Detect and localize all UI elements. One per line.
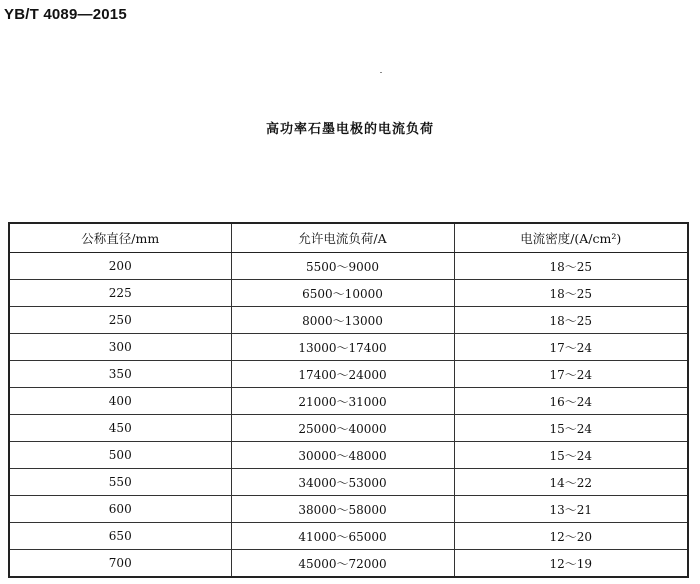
- cell-current-density: 12～19: [454, 550, 688, 578]
- cell-nominal-diameter: 300: [9, 334, 231, 361]
- cell-nominal-diameter: 200: [9, 253, 231, 280]
- cell-allowable-current: 6500～10000: [231, 280, 454, 307]
- table-row: [9, 415, 688, 442]
- table-body: [9, 253, 688, 578]
- table-row: [9, 253, 688, 280]
- table-header-row: [9, 223, 688, 253]
- cell-nominal-diameter: 350: [9, 361, 231, 388]
- table-row: [9, 307, 688, 334]
- cell-current-density: 12～20: [454, 523, 688, 550]
- table-row: [9, 523, 688, 550]
- cell-current-density: 15～24: [454, 415, 688, 442]
- table-caption: 高功率石墨电极的电流负荷: [265, 122, 434, 137]
- column-header-current-density: 电流密度/(A/cm²): [454, 223, 688, 253]
- table-row: [9, 550, 688, 578]
- cell-nominal-diameter: 450: [9, 415, 231, 442]
- current-load-table: [8, 222, 689, 578]
- cell-current-density: 18～25: [454, 280, 688, 307]
- column-header-allowable-current: 允许电流负荷/A: [231, 223, 454, 253]
- cell-nominal-diameter: 250: [9, 307, 231, 334]
- standard-code: YB/T 4089—2015: [4, 6, 127, 23]
- cell-allowable-current: 8000～13000: [231, 307, 454, 334]
- cell-current-density: 17～24: [454, 361, 688, 388]
- table-row: [9, 442, 688, 469]
- cell-nominal-diameter: 225: [9, 280, 231, 307]
- cell-nominal-diameter: 600: [9, 496, 231, 523]
- table-row: [9, 469, 688, 496]
- table-row: [9, 280, 688, 307]
- cell-allowable-current: 34000～53000: [231, 469, 454, 496]
- table-row: [9, 496, 688, 523]
- cell-nominal-diameter: 500: [9, 442, 231, 469]
- cell-allowable-current: 21000～31000: [231, 388, 454, 415]
- column-header-nominal-diameter: 公称直径/mm: [9, 223, 231, 253]
- cell-current-density: 18～25: [454, 253, 688, 280]
- cell-allowable-current: 5500～9000: [231, 253, 454, 280]
- table-row: [9, 334, 688, 361]
- table-row: [9, 388, 688, 415]
- cell-current-density: 18～25: [454, 307, 688, 334]
- cell-allowable-current: 25000～40000: [231, 415, 454, 442]
- cell-nominal-diameter: 700: [9, 550, 231, 578]
- cell-allowable-current: 38000～58000: [231, 496, 454, 523]
- scan-speck: [380, 72, 382, 73]
- cell-current-density: 14～22: [454, 469, 688, 496]
- cell-nominal-diameter: 550: [9, 469, 231, 496]
- table-row: [9, 361, 688, 388]
- cell-nominal-diameter: 650: [9, 523, 231, 550]
- cell-allowable-current: 13000～17400: [231, 334, 454, 361]
- cell-nominal-diameter: 400: [9, 388, 231, 415]
- cell-allowable-current: 30000～48000: [231, 442, 454, 469]
- cell-current-density: 16～24: [454, 388, 688, 415]
- cell-allowable-current: 45000～72000: [231, 550, 454, 578]
- cell-current-density: 13～21: [454, 496, 688, 523]
- cell-allowable-current: 17400～24000: [231, 361, 454, 388]
- cell-current-density: 15～24: [454, 442, 688, 469]
- cell-current-density: 17～24: [454, 334, 688, 361]
- cell-allowable-current: 41000～65000: [231, 523, 454, 550]
